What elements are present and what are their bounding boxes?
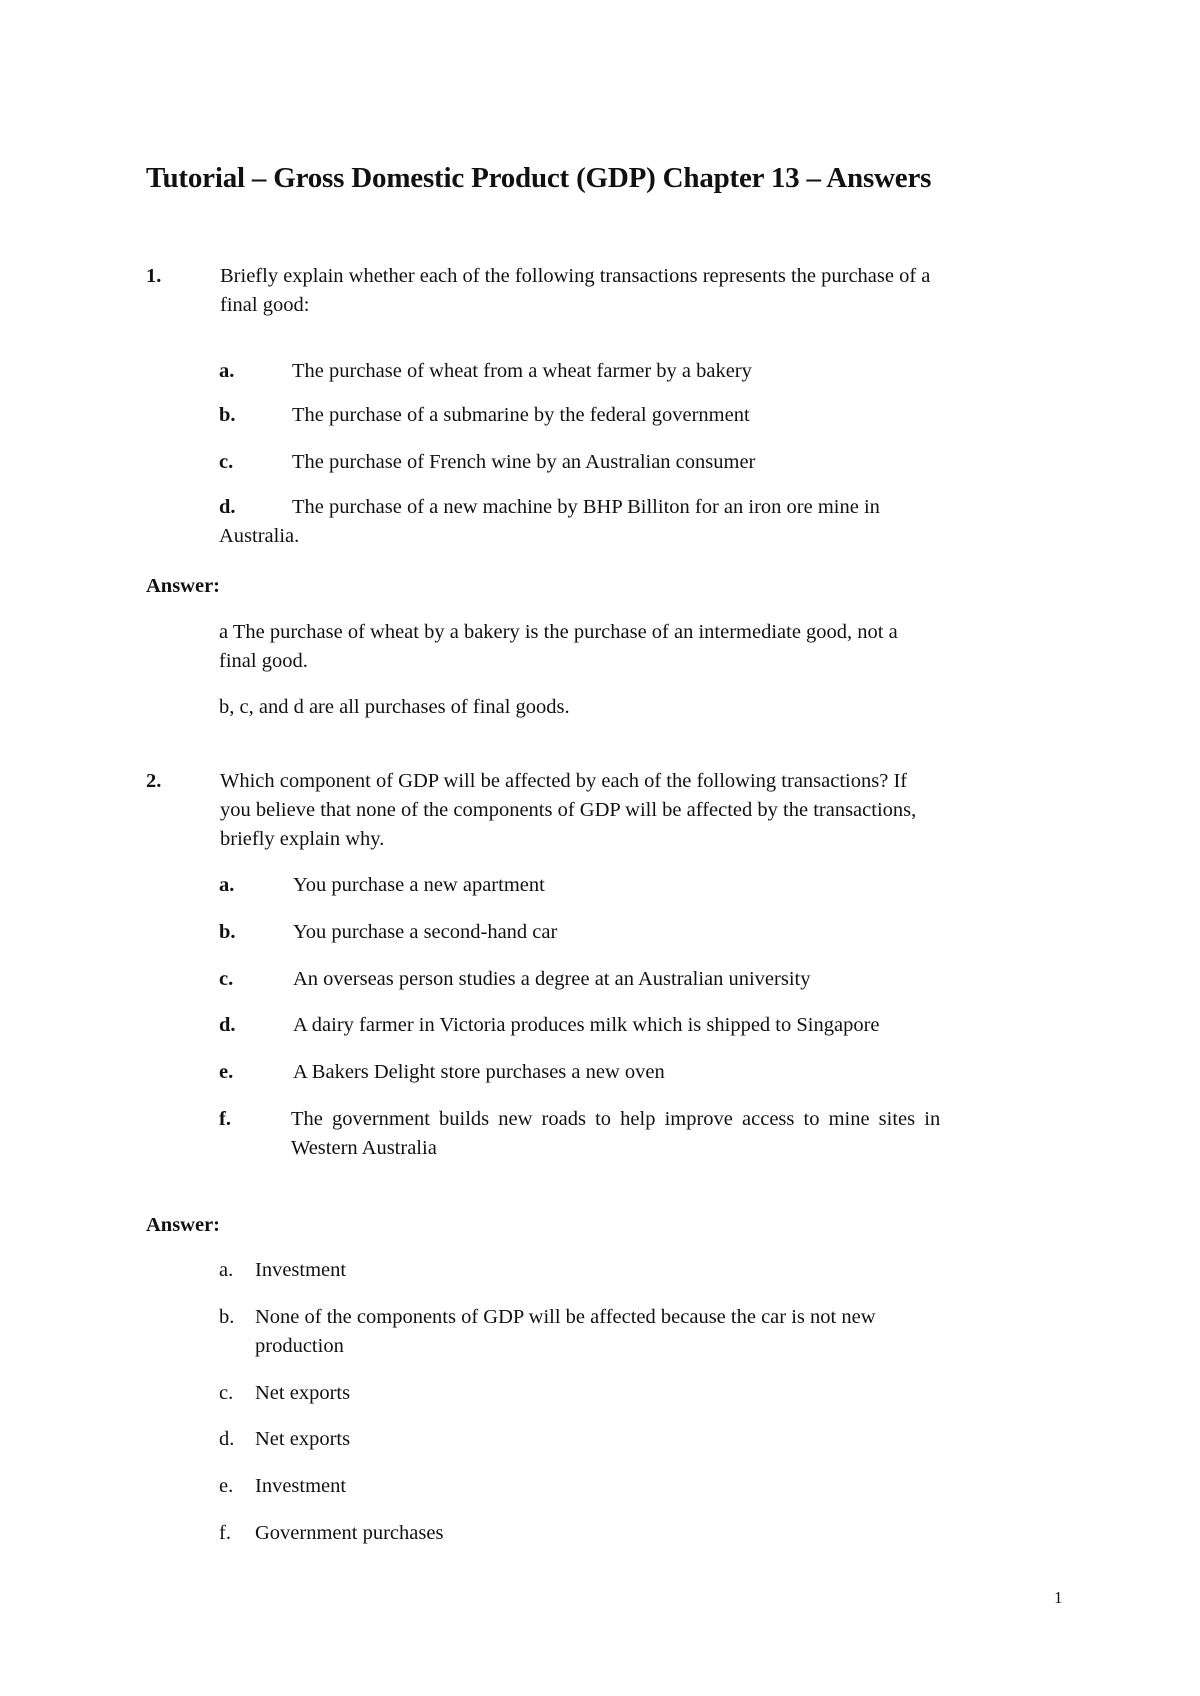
q1-item-a-letter: a. xyxy=(219,360,235,382)
q1-item-c-letter: c. xyxy=(219,451,234,473)
q1-item-b-text: The purchase of a submarine by the federal government xyxy=(292,404,750,426)
q2-answer-c-letter: c. xyxy=(219,1382,234,1404)
q1-answer-line1: a The purchase of wheat by a bakery is the purchase of an intermediate good, not a xyxy=(219,621,898,643)
q2-answer-a-text: Investment xyxy=(255,1259,347,1281)
q2-answer-a-letter: a. xyxy=(219,1259,234,1281)
q2-item-a-text: You purchase a new apartment xyxy=(293,874,545,896)
q2-answer-label: Answer: xyxy=(146,1214,221,1236)
q1-item-a-text: The purchase of wheat from a wheat farmer by a bakery xyxy=(292,360,752,382)
q2-item-c-text: An overseas person studies a degree at an Australian university xyxy=(293,968,811,990)
q1-item-d-letter: d. xyxy=(219,496,236,518)
q2-answer-e-letter: e. xyxy=(219,1475,234,1497)
q2-item-f-text2: Western Australia xyxy=(291,1137,437,1159)
q1-answer-label: Answer: xyxy=(146,575,221,597)
q2-answer-f-text: Government purchases xyxy=(255,1522,444,1544)
q2-text-line1: Which component of GDP will be affected by each of the following transactions? If xyxy=(220,770,908,792)
q1-text-line1: Briefly explain whether each of the following transactions represents the purchase of a xyxy=(220,265,931,287)
q2-answer-b-text: None of the components of GDP will be affected because the car is not new xyxy=(255,1306,876,1328)
q1-text-line2: final good: xyxy=(220,294,310,316)
page-number: 1 xyxy=(1054,1588,1063,1607)
q2-answer-b-letter: b. xyxy=(219,1306,235,1328)
q2-item-b-letter: b. xyxy=(219,921,236,943)
q2-answer-e-text: Investment xyxy=(255,1475,347,1497)
q1-item-b-letter: b. xyxy=(219,404,236,426)
q2-text-line2: you believe that none of the components of GDP will be affected by the transactions, xyxy=(220,799,917,821)
q2-answer-c-text: Net exports xyxy=(255,1382,351,1404)
q1-item-d-text2: Australia. xyxy=(219,525,300,547)
q2-item-d-letter: d. xyxy=(219,1014,236,1036)
q2-item-f-letter: f. xyxy=(219,1108,231,1130)
q1-item-c-text: The purchase of French wine by an Australian consumer xyxy=(292,451,756,473)
q2-item-c-letter: c. xyxy=(219,968,234,990)
q2-number: 2. xyxy=(146,770,162,792)
q2-answer-f-letter: f. xyxy=(219,1522,231,1544)
q2-item-d-text: A dairy farmer in Victoria produces milk which is shipped to Singapore xyxy=(293,1014,880,1036)
q1-number: 1. xyxy=(146,265,162,287)
q1-item-d-text: The purchase of a new machine by BHP Billiton for an iron ore mine in xyxy=(292,496,880,518)
q2-answer-d-letter: d. xyxy=(219,1428,235,1450)
q2-answer-d-text: Net exports xyxy=(255,1428,351,1450)
q2-text-line3: briefly explain why. xyxy=(220,828,385,850)
q2-item-e-letter: e. xyxy=(219,1061,234,1083)
q2-item-a-letter: a. xyxy=(219,874,235,896)
q2-answer-b-text2: production xyxy=(255,1335,344,1357)
page-title: Tutorial – Gross Domestic Product (GDP) Chapter 13 – Answers xyxy=(146,162,932,194)
q2-item-f-text: The government builds new roads to help improve access to mine sites in xyxy=(291,1108,941,1130)
q1-answer-line2: final good. xyxy=(219,650,308,672)
q2-item-e-text: A Bakers Delight store purchases a new oven xyxy=(293,1061,665,1083)
q1-answer-line3: b, c, and d are all purchases of final goods. xyxy=(219,696,570,718)
q2-item-b-text: You purchase a second-hand car xyxy=(293,921,558,943)
